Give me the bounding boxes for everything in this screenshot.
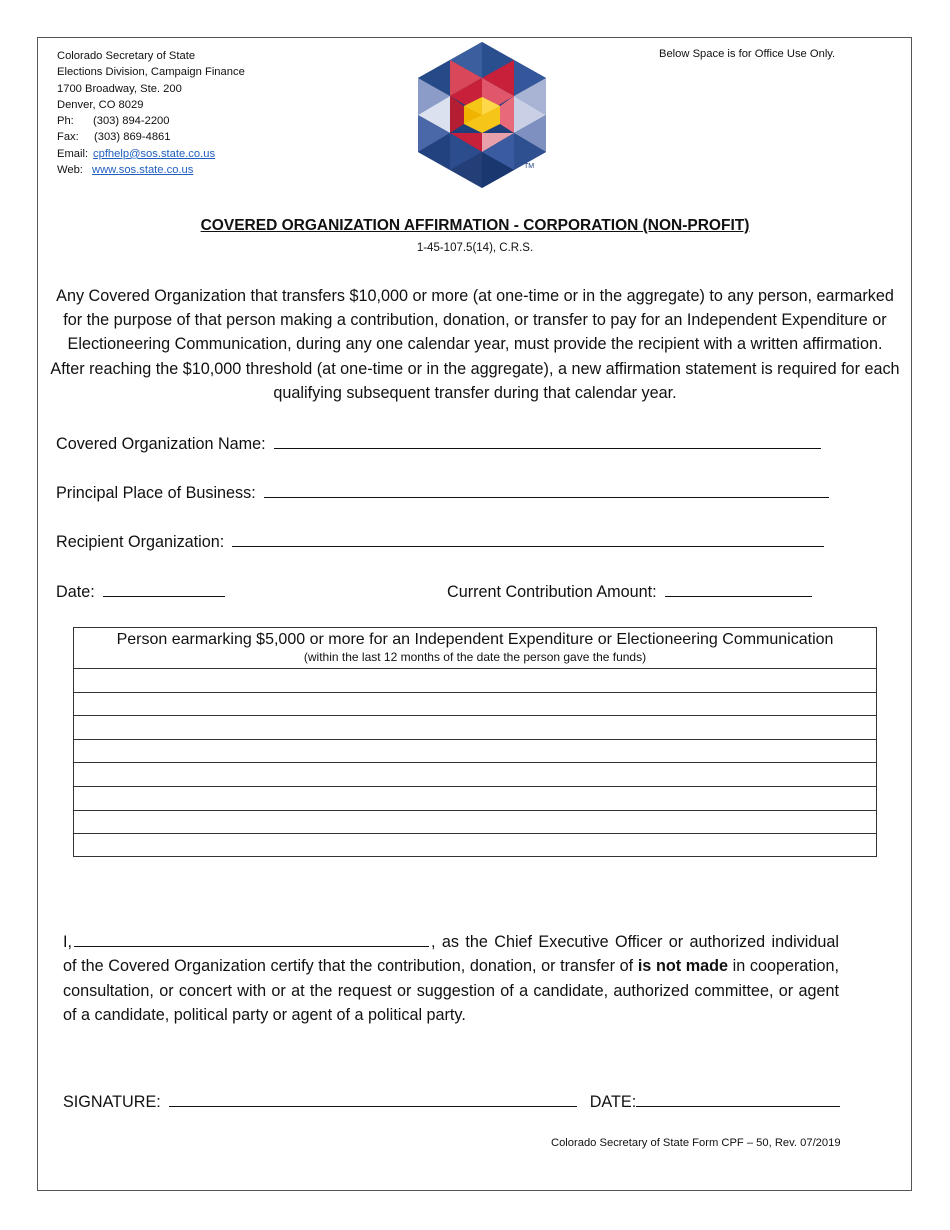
logo-trademark: TM <box>524 163 535 170</box>
cert-suffix: in cooperation, consultation, or concert with or at the request or suggestion of a candidate, authorized committee, or agent of a candidate, political party or agent of a political party. <box>63 957 839 1024</box>
table-header-subtitle: (within the last 12 months of the date the person gave the funds) <box>303 650 647 664</box>
office-use-note: Below Space is for Office Use Only. <box>659 48 836 60</box>
recipient-label: Recipient Organization: <box>56 533 225 551</box>
email-label: Email: <box>57 147 89 160</box>
table-row[interactable] <box>74 811 876 835</box>
certification-statement <box>63 930 839 1027</box>
org-name-input[interactable] <box>274 432 821 449</box>
sig-date-input[interactable] <box>636 1090 840 1107</box>
date-label: Date: <box>56 583 95 601</box>
date-field <box>56 580 225 602</box>
table-header-title: Person earmarking $5,000 or more for an Independent Expenditure or Electioneering Communication <box>116 631 834 648</box>
table-row[interactable] <box>74 740 876 764</box>
signature-row <box>63 1090 840 1112</box>
amount-label: Current Contribution Amount: <box>447 583 657 601</box>
fax-number: (303) 869-4861 <box>94 131 171 144</box>
table-row[interactable] <box>74 669 876 693</box>
web-row <box>57 162 245 178</box>
table-row[interactable] <box>74 763 876 787</box>
cert-prefix: I, <box>63 933 72 951</box>
recipient-field <box>56 530 824 552</box>
colorado-logo-icon <box>412 40 552 188</box>
table-row[interactable] <box>74 716 876 740</box>
phone-row <box>57 113 245 129</box>
form-title: COVERED ORGANIZATION AFFIRMATION - CORPORATION (NON-PROFIT) <box>200 217 750 234</box>
email-link[interactable]: cpfhelp@sos.state.co.us <box>93 147 216 160</box>
cert-name-input[interactable] <box>74 930 429 947</box>
business-field <box>56 481 829 503</box>
earmarking-table <box>73 627 877 857</box>
business-label: Principal Place of Business: <box>56 484 256 502</box>
web-label: Web: <box>57 164 83 177</box>
address-line-3: 1700 Broadway, Ste. 200 <box>57 82 182 95</box>
form-footer: Colorado Secretary of State Form CPF – 50, Rev. 07/2019 <box>551 1137 841 1149</box>
phone-number: (303) 894-2200 <box>93 115 170 128</box>
date-input[interactable] <box>103 580 225 597</box>
business-input[interactable] <box>264 481 829 498</box>
recipient-input[interactable] <box>232 530 824 547</box>
table-row[interactable] <box>74 693 876 717</box>
cert-emphasis: is not made <box>637 957 729 976</box>
address-line-2: Elections Division, Campaign Finance <box>57 66 245 79</box>
address-line-1: Colorado Secretary of State <box>57 50 196 62</box>
phone-label: Ph: <box>57 115 74 128</box>
web-link[interactable]: www.sos.state.co.us <box>92 164 194 177</box>
fax-row <box>57 129 245 145</box>
signature-label: SIGNATURE: <box>63 1093 161 1111</box>
sig-date-label: DATE: <box>589 1093 637 1111</box>
signature-input[interactable] <box>169 1090 577 1107</box>
cert-middle: , as the Chief Executive Officer or authorized individual of the Covered Organization certify that the contribution, donation, or transfer of <box>63 933 839 976</box>
email-row <box>57 146 245 162</box>
table-row[interactable] <box>74 834 876 858</box>
table-header <box>74 628 876 669</box>
amount-field <box>447 580 812 602</box>
statute-reference: 1-45-107.5(14), C.R.S. <box>416 242 534 254</box>
fax-label: Fax: <box>57 131 79 144</box>
org-name-label: Covered Organization Name: <box>56 435 266 453</box>
table-row[interactable] <box>74 787 876 811</box>
address-line-4: Denver, CO 8029 <box>57 98 144 111</box>
agency-address <box>57 48 245 178</box>
intro-paragraph: Any Covered Organization that transfers $10,000 or more (at one-time or in the aggregate) to any person, earmarked for the purpose of that person making a contribution, donation, or transfer to pay for an Independent Expenditure or Electioneering Communication, during any one calendar year, must provide the recipient with a written affirmation. After reaching the $10,000 threshold (at one-time or in the aggregate), a new affirmation statement is required for each qualifying subsequent transfer during that calendar year. <box>50 287 900 402</box>
amount-input[interactable] <box>665 580 812 597</box>
org-name-field <box>56 432 821 454</box>
